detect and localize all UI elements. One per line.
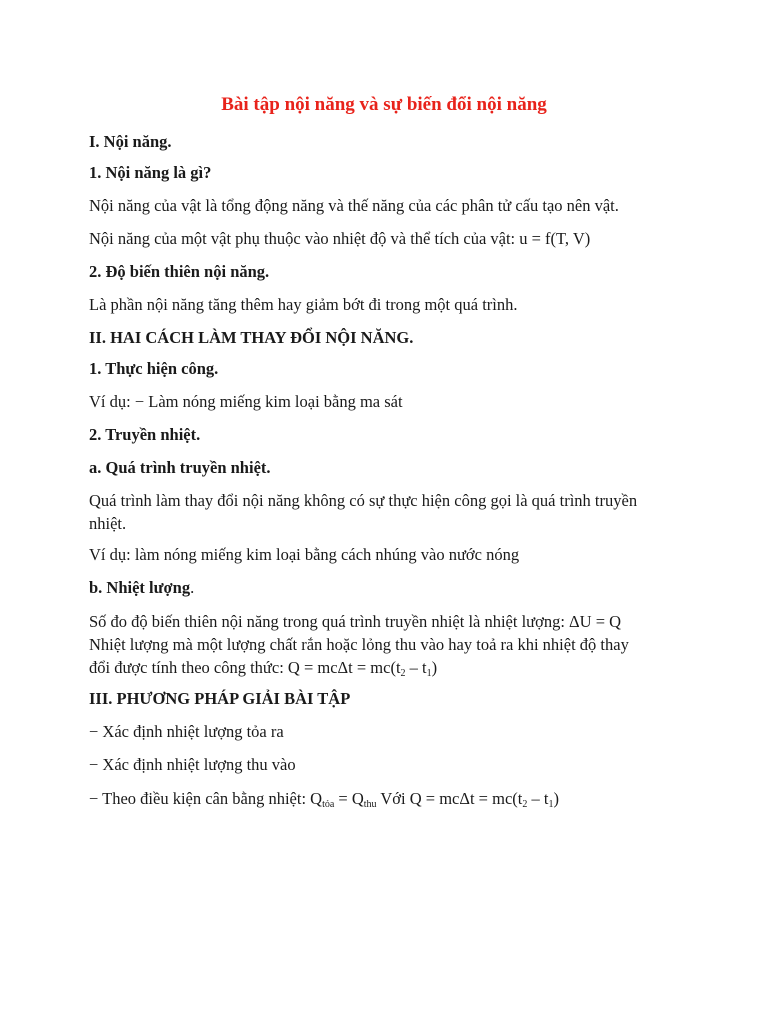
paragraph-definition: Nội năng của vật là tổng động năng và thế năng của các phân tử cấu tạo nên vật. <box>89 196 619 215</box>
paragraph-line: Nhiệt lượng mà một lượng chất rắn hoặc lỏng thu vào hay toả ra khi nhiệt độ thay <box>89 635 629 654</box>
paragraph-example-friction: Ví dụ: − Làm nóng miếng kim loại bằng ma sát <box>89 392 403 411</box>
section-heading-1: I. Nội năng. <box>89 132 172 151</box>
formula-text: đổi được tính theo công thức: Q = mcΔt = mc(t <box>89 658 401 677</box>
formula-text: – t <box>405 658 427 677</box>
subscript: 1 <box>548 799 554 810</box>
paragraph-variation: Là phần nội năng tăng thêm hay giảm bớt đi trong một quá trình. <box>89 295 518 314</box>
formula-line <box>89 656 691 679</box>
paragraph-heat-quantity <box>89 610 691 679</box>
paragraph-example-hot-water: Ví dụ: làm nóng miếng kim loại bằng cách nhúng vào nước nóng <box>89 545 520 564</box>
paragraph-heat-transfer-definition <box>89 489 691 535</box>
subheading-heat-quantity-label: b. Nhiệt lượng <box>89 578 191 597</box>
subscript: thu <box>363 799 377 810</box>
formula-text: ) <box>431 658 438 677</box>
subscript: 2 <box>522 799 528 810</box>
formula-text: − Theo điều kiện cân bằng nhiệt: Q <box>89 789 323 808</box>
section-heading-2: II. HAI CÁCH LÀM THAY ĐỔI NỘI NĂNG. <box>89 328 414 347</box>
formula-text: – t <box>527 789 549 808</box>
subheading-heat-quantity-period: . <box>190 578 195 597</box>
subheading-variation: 2. Độ biến thiên nội năng. <box>89 262 270 281</box>
bullet-heat-absorbed: − Xác định nhiệt lượng thu vào <box>89 755 296 774</box>
subscript: 2 <box>400 668 406 679</box>
formula-text: ) <box>553 789 559 808</box>
paragraph-line: nhiệt. <box>89 514 127 533</box>
subscript: tỏa <box>322 799 335 810</box>
subheading-heat-quantity <box>89 577 689 599</box>
formula-text: Với Q = mcΔt = mc(t <box>376 789 523 808</box>
subscript: 1 <box>426 668 432 679</box>
formula-text: = Q <box>334 789 364 808</box>
paragraph-dependence: Nội năng của một vật phụ thuộc vào nhiệt độ và thể tích của vật: u = f(T, V) <box>89 229 591 248</box>
subheading-heat-transfer-process: a. Quá trình truyền nhiệt. <box>89 458 271 477</box>
bullet-heat-released: − Xác định nhiệt lượng tỏa ra <box>89 722 284 741</box>
subheading-heat-transfer: 2. Truyền nhiệt. <box>89 425 201 444</box>
section-heading-3: III. PHƯƠNG PHÁP GIẢI BÀI TẬP <box>89 689 351 708</box>
subheading-doing-work: 1. Thực hiện công. <box>89 359 219 378</box>
bullet-heat-balance <box>89 788 689 810</box>
paragraph-line: Quá trình làm thay đổi nội năng không có sự thực hiện công gọi là quá trình truyền <box>89 491 638 510</box>
paragraph-line: Số đo độ biến thiên nội năng trong quá trình truyền nhiệt là nhiệt lượng: ΔU = Q <box>89 612 622 631</box>
subheading-what-is-internal-energy: 1. Nội năng là gì? <box>89 163 212 182</box>
document-title: Bài tập nội năng và sự biến đổi nội năng <box>221 94 547 115</box>
